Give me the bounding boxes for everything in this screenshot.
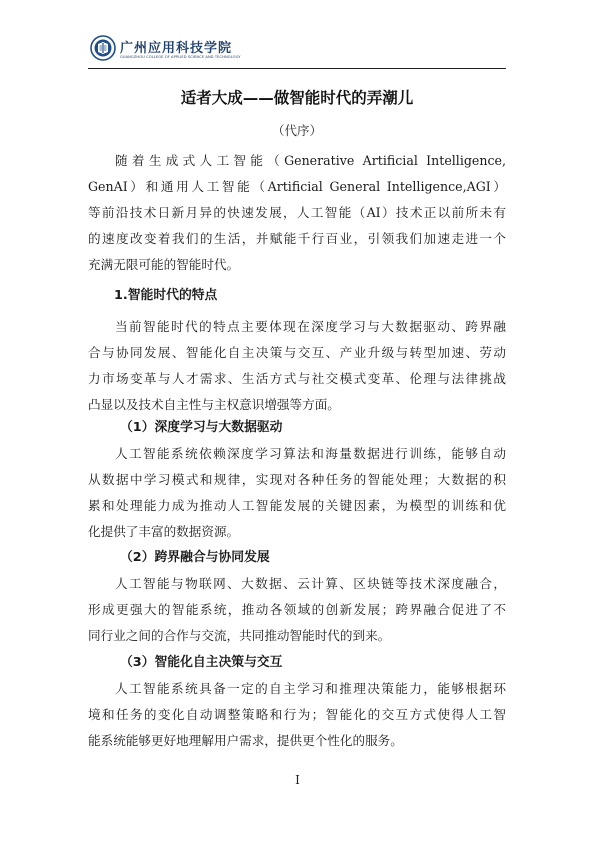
- subsection-3-heading: （3）智能化自主决策与交互: [120, 655, 283, 670]
- text-line: 人工智能系统依赖深度学习算法和海量数据进行训练，能够自动: [115, 446, 506, 461]
- text-line: 能系统能够更好地理解用户需求，提供更个性化的服务。: [88, 733, 403, 748]
- section-1-paragraph: [88, 314, 506, 418]
- text-line: 当前智能时代的特点主要体现在深度学习与大数据驱动、跨界融: [115, 319, 506, 334]
- text-line: 人工智能系统具备一定的自主学习和推理决策能力，能够根据环: [115, 681, 506, 696]
- school-name-cn: 广州应用科技学院: [120, 41, 233, 56]
- subsection-heading: [88, 545, 506, 571]
- text-line: 力市场变革与人才需求、生活方式与社交模式变革、伦理与法律挑战: [88, 371, 506, 386]
- text-line: 累和处理能力成为推动人工智能发展的关键因素，为模型的训练和优: [88, 498, 506, 513]
- page-title: 适者大成——做智能时代的弄潮儿: [180, 89, 414, 107]
- text-line: 的速度改变着我们的生活，并赋能千行百业，引领我们加速走进一个: [88, 231, 506, 246]
- school-name-en: GUANGZHOU COLLEGE OF APPLIED SCIENCE AND TECHNOLOGY: [120, 55, 241, 59]
- text-line: GenAI）和通用人工智能（Artificial General Intelligence,AGI）: [88, 179, 506, 194]
- subsection-1-heading: （1）深度学习与大数据驱动: [120, 420, 283, 435]
- text-line: 等前沿技术日新月异的快速发展，人工智能（AI）技术正以前所未有: [88, 205, 506, 220]
- text-line: 形成更强大的智能系统，推动各领域的创新发展；跨界融合促进了不: [88, 602, 506, 617]
- college-logo-icon: [90, 35, 116, 61]
- intro-paragraph: [88, 148, 506, 278]
- text-line: 化提供了丰富的数据资源。: [88, 524, 240, 539]
- text-line: 人工智能与物联网、大数据、云计算、区块链等技术深度融合，: [115, 576, 506, 591]
- text-line: 从数据中学习模式和规律，实现对各种任务的智能处理；大数据的积: [88, 472, 506, 487]
- text-line: 合与协同发展、智能化自主决策与交互、产业升级与转型加速、劳动: [88, 345, 506, 360]
- text-line: 同行业之间的合作与交流，共同推动智能时代的到来。: [88, 628, 391, 643]
- subsection-2-heading: （2）跨界融合与协同发展: [120, 550, 270, 565]
- header-divider: [88, 68, 506, 69]
- text-line: 境和任务的变化自动调整策略和行为；智能化的交互方式使得人工智: [88, 707, 506, 722]
- page-subtitle: （代序）: [271, 123, 322, 138]
- subsection-3-paragraph: [88, 676, 506, 754]
- subsection-heading: [88, 415, 506, 441]
- subsection-heading: [88, 650, 506, 676]
- section-heading: [88, 283, 506, 309]
- text-line: 凸显以及技术自主性与主权意识增强等方面。: [88, 397, 340, 412]
- page-header: [90, 34, 290, 64]
- text-line: 充满无限可能的智能时代。: [88, 257, 240, 272]
- section-1-heading: 1.智能时代的特点: [114, 288, 218, 303]
- text-line: 随着生成式人工智能（Generative Artificial Intelligence,: [115, 153, 506, 168]
- subsection-2-paragraph: [88, 571, 506, 649]
- page-number: I: [295, 773, 300, 787]
- subsection-1-paragraph: [88, 441, 506, 545]
